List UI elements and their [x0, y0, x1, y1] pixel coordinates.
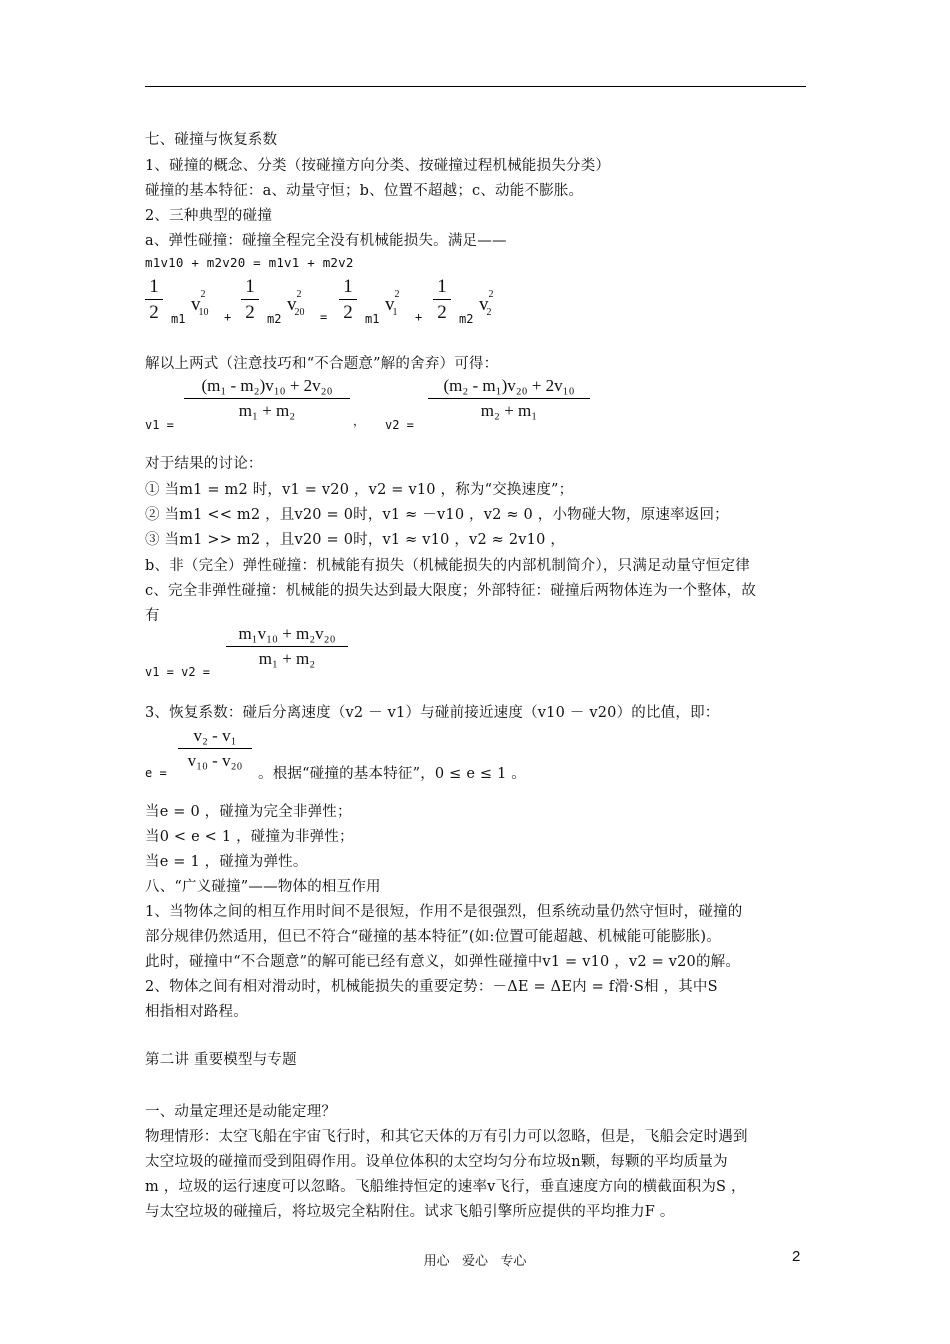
velocity-term: $v^2_2$ [479, 288, 494, 318]
e-label: e = [145, 766, 167, 780]
text-line: 此时，碰撞中“不合题意”的解可能已经有意义，如弹性碰撞中v1 = v10 ，v2 = v20的解。 [145, 954, 741, 970]
velocity-term: $v^2_{10}$ [191, 288, 209, 318]
restitution-denominator: v₁₀ - v₂₀ [187, 751, 243, 770]
text-line: 有 [145, 608, 160, 624]
text-line: m ，垃圾的运行速度可以忽略。飞船维持恒定的速率v飞行，垂直速度方向的横截面积为S ， [145, 1179, 746, 1195]
inelastic-numerator: m₁v₁₀ + m₂v₂₀ [226, 624, 348, 647]
footer-motto: 用心 爱心 专心 [423, 1254, 527, 1269]
velocity-term: $v^2_1$ [385, 288, 400, 318]
text-line: ③ 当m1 >> m2 ，且v20 = 0时，v1 ≈ v10 ，v2 ≈ 2v10 ， [145, 532, 566, 548]
half-fraction: $\frac{1}{2}$ [145, 276, 163, 324]
inelastic-fraction [226, 624, 348, 669]
lecture-title: 第二讲 重要模型与专题 [145, 1052, 297, 1068]
plus-sign: + [415, 310, 423, 324]
equals-sign: = [320, 310, 328, 324]
restitution-fraction [178, 726, 252, 771]
text-line: 部分规律仍然适用，但已不符合“碰撞的基本特征”(如:位置可能超越、机械能可能膨胀)。 [145, 929, 721, 945]
v2-denominator: m₂ + m₁ [480, 401, 538, 420]
velocity-term: $v^2_{20}$ [287, 288, 305, 318]
text-line: 对于结果的讨论： [145, 456, 263, 472]
v2-numerator: (m₂ - m₁)v₂₀ + 2v₁₀ [428, 376, 590, 399]
text-line: 太空垃圾的碰撞而受到阻碍作用。设单位体积的太空均匀分布垃圾n颗，每颗的平均质量为 [145, 1154, 728, 1170]
v2-fraction [428, 376, 590, 421]
half-fraction: $\frac{1}{2}$ [433, 276, 451, 324]
mass-label: m1 [365, 312, 380, 326]
mass-label: m1 [171, 312, 186, 326]
restitution-tail: 。根据“碰撞的基本特征”，0 ≤ e ≤ 1 。 [258, 766, 527, 782]
v2-label: v2 = [385, 418, 414, 432]
comma: ， [353, 414, 366, 428]
momentum-equation: m1v10 + m2v20 = m1v1 + m2v2 [145, 255, 354, 270]
text-line: c、完全非弹性碰撞：机械能的损失达到最大限度；外部特征：碰撞后两物体连为一个整体，故 [145, 583, 757, 599]
text-line: 2、物体之间有相对滑动时，机械能损失的重要定势：－ΔE = ΔE内 = f滑·S相 ，其中S [145, 979, 718, 995]
text-line: 碰撞的基本特征：a、动量守恒；b、位置不超越；c、动能不膨胀。 [145, 183, 584, 199]
text-line: 1、碰撞的概念、分类（按碰撞方向分类、按碰撞过程机械能损失分类） [145, 158, 611, 174]
text-line: b、非（完全）弹性碰撞：机械能有损失（机械能损失的内部机制简介），只满足动量守恒定律 [145, 558, 750, 574]
text-line: 当0 < e < 1 ，碰撞为非弹性； [145, 829, 354, 845]
section-heading-8: 八、“广义碰撞”——物体的相互作用 [145, 879, 381, 895]
v1-numerator: (m₁ - m₂)v₁₀ + 2v₂₀ [184, 376, 350, 399]
v1-denominator: m₁ + m₂ [238, 401, 296, 420]
text-line: 当e = 0 ，碰撞为完全非弹性； [145, 804, 352, 820]
mass-label: m2 [267, 312, 282, 326]
v1-v2-label: v1 = v2 = [145, 665, 211, 679]
energy-equation [145, 276, 545, 326]
text-line: 2、三种典型的碰撞 [145, 208, 273, 224]
v1-fraction [184, 376, 350, 421]
header-rule [145, 86, 806, 87]
text-line: 解以上两式（注意技巧和“不合题意”解的舍弃）可得： [145, 356, 499, 372]
page-number: 2 [792, 1248, 801, 1265]
half-fraction: $\frac{1}{2}$ [339, 276, 357, 324]
text-line: 相指相对路程。 [145, 1004, 248, 1020]
section-heading-7: 七、碰撞与恢复系数 [145, 132, 278, 148]
inelastic-denominator: m₁ + m₂ [258, 649, 316, 668]
text-line: 物理情形：太空飞船在宇宙飞行时，和其它天体的万有引力可以忽略，但是，飞船会定时遇到 [145, 1129, 748, 1145]
subsection-heading: 一、动量定理还是动能定理？ [145, 1104, 337, 1120]
text-line: 与太空垃圾的碰撞后，将垃圾完全粘附住。试求飞船引擎所应提供的平均推力F 。 [145, 1204, 675, 1220]
half-fraction: $\frac{1}{2}$ [241, 276, 259, 324]
text-line: 1、当物体之间的相互作用时间不是很短，作用不是很强烈，但系统动量仍然守恒时，碰撞的 [145, 904, 743, 920]
text-line: ① 当m1 = m2 时，v1 = v20 ，v2 = v10 ，称为“交换速度”； [145, 482, 574, 498]
text-line: a、弹性碰撞：碰撞全程完全没有机械能损失。满足—— [145, 233, 507, 249]
plus-sign: + [224, 310, 232, 324]
mass-label: m2 [459, 312, 474, 326]
restitution-numerator: v₂ - v₁ [178, 726, 252, 749]
text-line: 当e = 1 ，碰撞为弹性。 [145, 854, 308, 870]
text-line: 3、恢复系数：碰后分离速度（v2 － v1）与碰前接近速度（v10 － v20）的比值，即： [145, 705, 720, 721]
text-line: ② 当m1 << m2 ，且v20 = 0时，v1 ≈ －v10 ，v2 ≈ 0 ，小物碰大物，原速率返回； [145, 507, 729, 523]
v1-label: v1 = [145, 418, 174, 432]
